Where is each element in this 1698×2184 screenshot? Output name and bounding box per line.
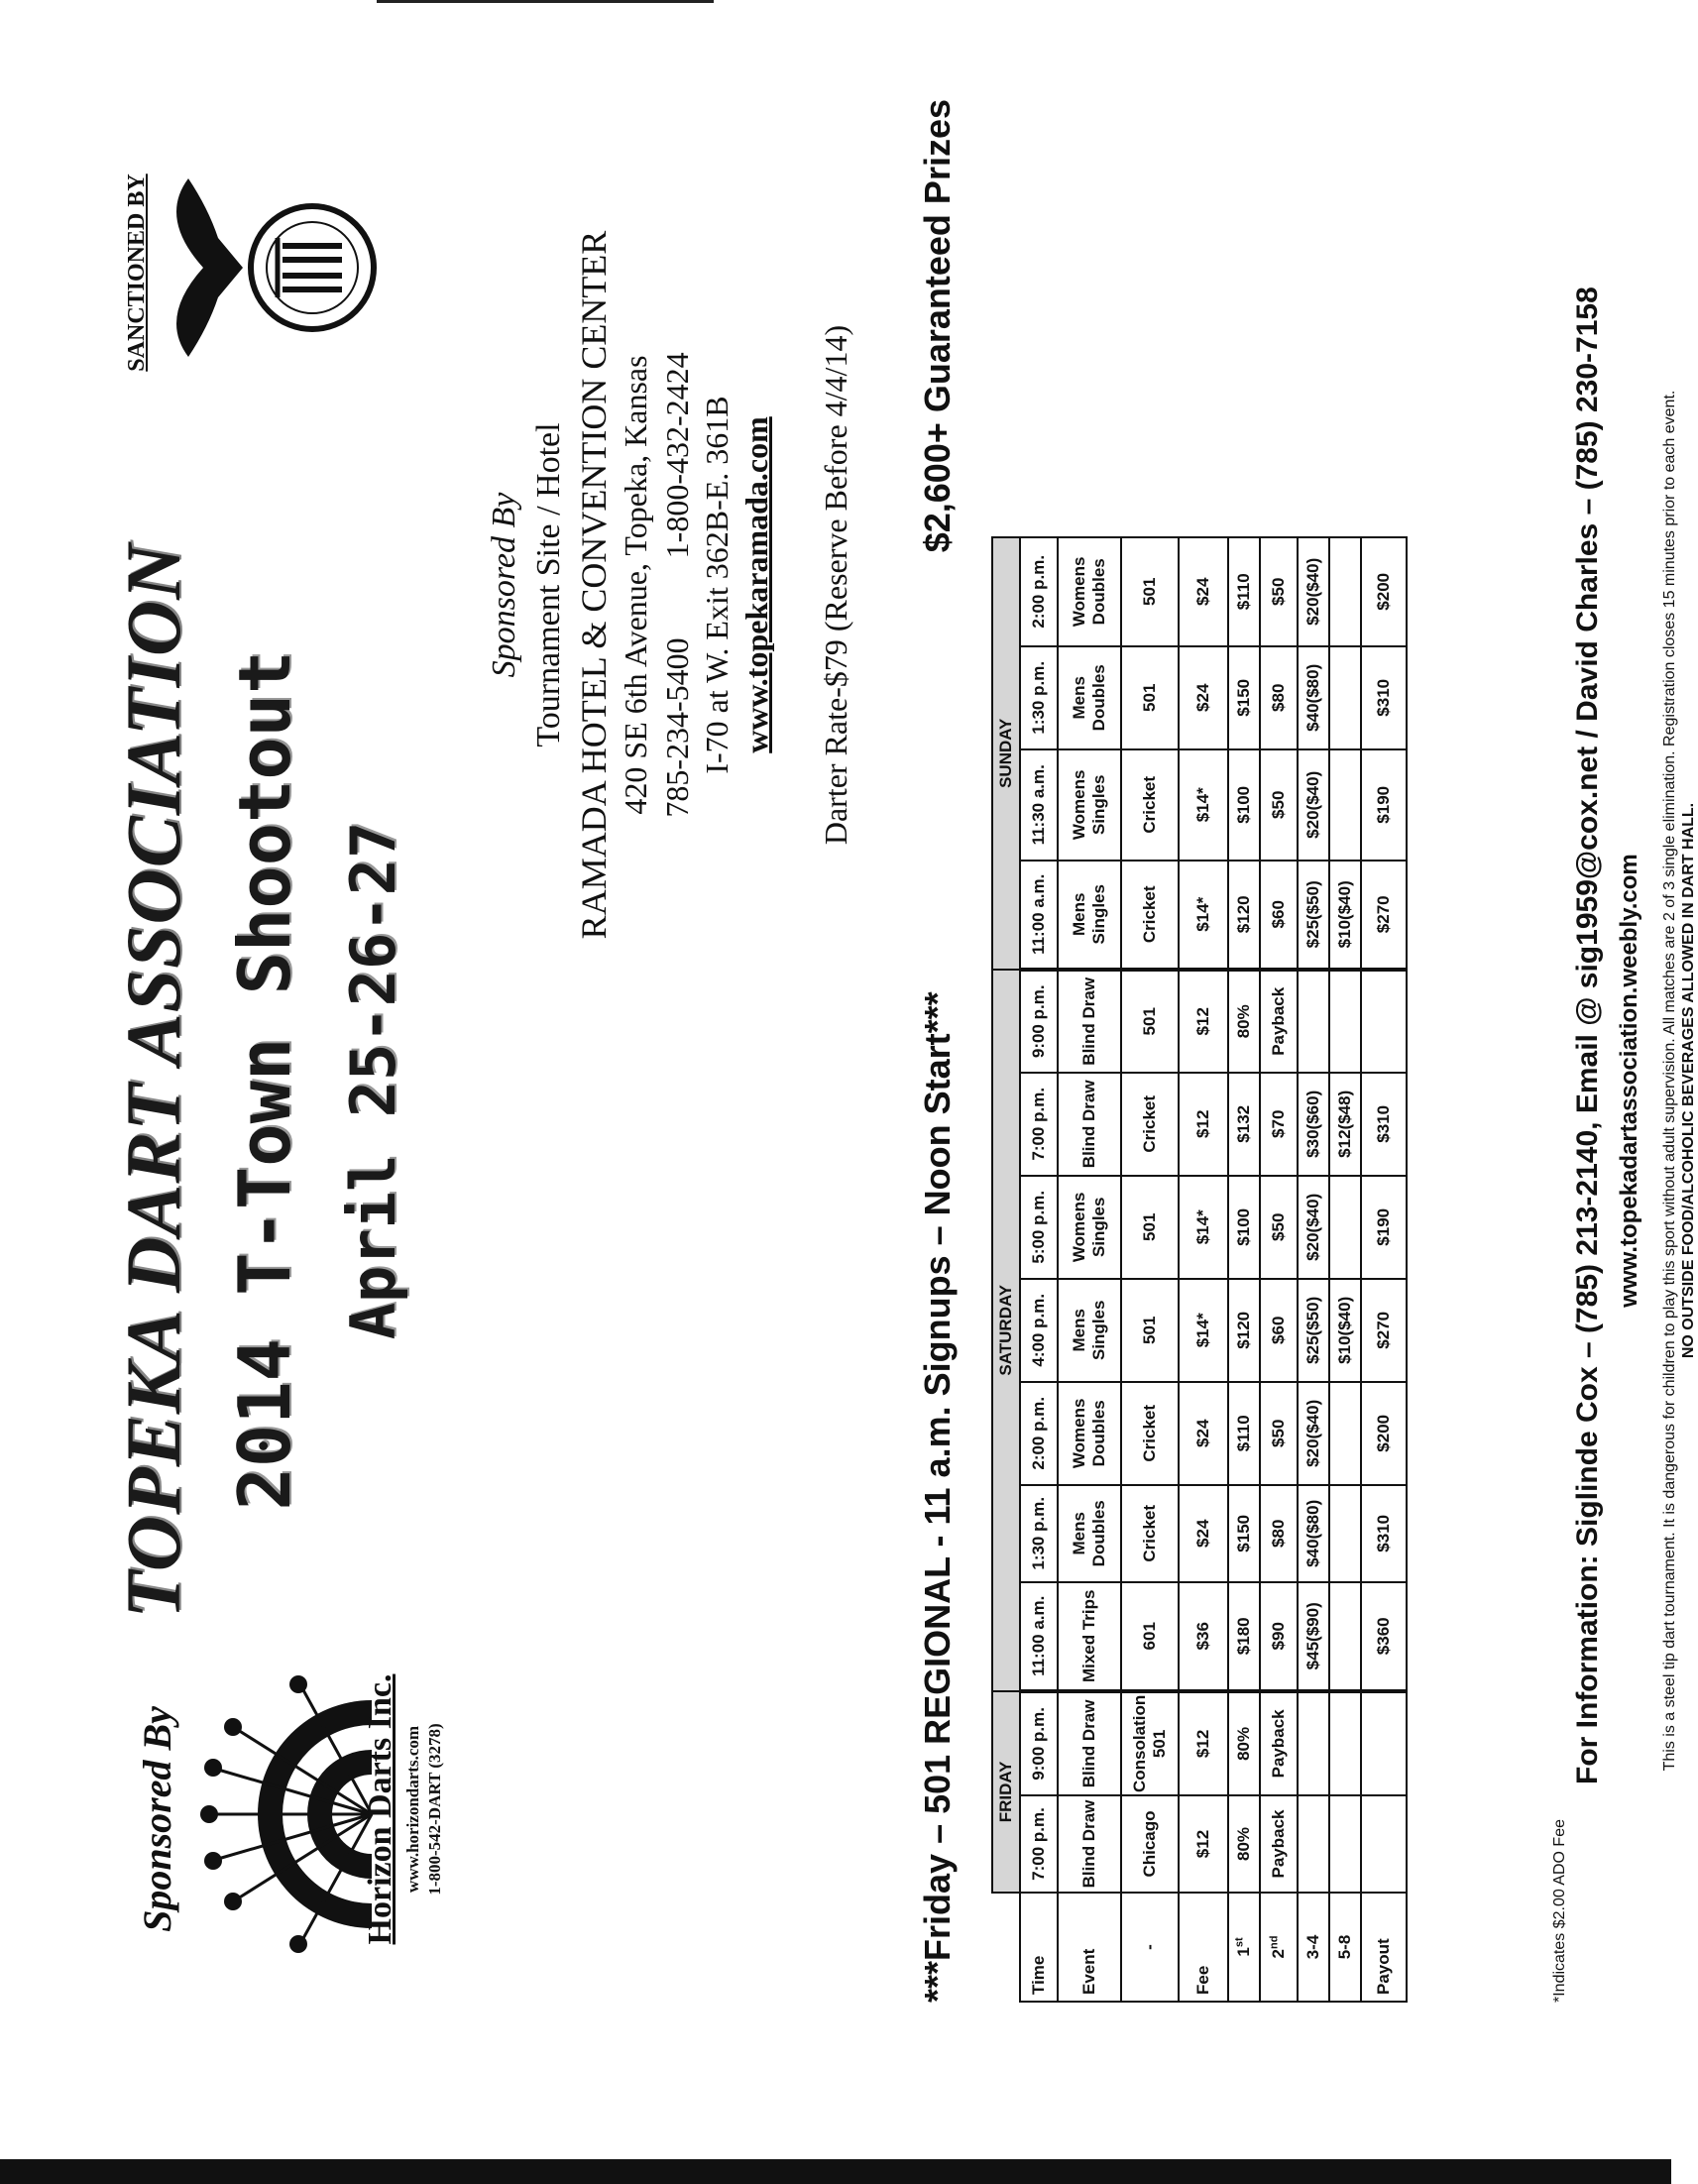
table-cell — [1329, 1176, 1361, 1279]
tournament-site-label: Tournament Site / Hotel — [530, 422, 567, 747]
game-row — [1121, 537, 1179, 2002]
table-cell: $10($40) — [1329, 1279, 1361, 1382]
sponsor-name: Horizon Darts Inc. — [362, 1673, 398, 1945]
table-cell: Womens Doubles — [1058, 537, 1121, 646]
payout-row — [1361, 537, 1407, 2002]
table-cell: 7:00 p.m. — [1020, 1795, 1058, 1893]
table-cell: Mens Doubles — [1058, 646, 1121, 749]
hotel-sponsored-by-label: Sponsored By — [486, 492, 522, 678]
table-cell — [1329, 1485, 1361, 1582]
table-cell: $150 — [1228, 1485, 1260, 1582]
table-cell: 501 — [1121, 1279, 1179, 1382]
table-cell — [1361, 1795, 1407, 1893]
table-cell: 11:00 a.m. — [1020, 1582, 1058, 1691]
table-cell: $100 — [1228, 1176, 1260, 1279]
darter-rate: Darter Rate-$79 (Reserve Before 4/4/14) — [818, 324, 853, 846]
table-cell: $14* — [1179, 861, 1228, 970]
table-cell: Blind Draw — [1058, 1691, 1121, 1795]
table-cell: $70 — [1260, 1073, 1298, 1176]
table-cell: $190 — [1361, 749, 1407, 861]
fifth-eighth-row — [1329, 537, 1361, 2002]
table-cell: $90 — [1260, 1582, 1298, 1691]
table-cell: $132 — [1228, 1073, 1260, 1176]
table-cell: Blind Draw — [1058, 1073, 1121, 1176]
event-dates: April 25-26-27 — [337, 821, 409, 1340]
table-cell — [1329, 1582, 1361, 1691]
row-label-number: 2 — [1269, 1949, 1288, 1959]
table-cell: 11:00 a.m. — [1020, 861, 1058, 970]
table-cell: 80% — [1228, 970, 1260, 1073]
row-label: - — [1121, 1893, 1179, 2002]
table-cell: 501 — [1121, 646, 1179, 749]
table-cell: 4:00 p.m. — [1020, 1279, 1058, 1382]
table-cell: $24 — [1179, 1382, 1228, 1485]
table-cell: Payback — [1260, 970, 1298, 1073]
table-cell: 5:00 p.m. — [1020, 1176, 1058, 1279]
ado-fee-note: *Indicates $2.00 ADO Fee — [1551, 1819, 1568, 2003]
association-title: TOPEKA DART ASSOCIATION — [110, 542, 196, 1619]
row-label: Fee — [1179, 1893, 1228, 2002]
regional-banner: ***Friday – 501 REGIONAL - 11 a.m. Signups – Noon Start*** — [917, 991, 958, 2003]
table-cell: 1:30 p.m. — [1020, 1485, 1058, 1582]
sponsor-website: www.horizondarts.com — [403, 1725, 422, 1894]
table-cell: $50 — [1260, 1176, 1298, 1279]
table-cell: 80% — [1228, 1691, 1260, 1795]
table-cell: $60 — [1260, 861, 1298, 970]
sponsor-phone: 1-800-542-DART (3278) — [425, 1723, 444, 1896]
table-cell: $270 — [1361, 1279, 1407, 1382]
table-cell: Mens Singles — [1058, 861, 1121, 970]
table-cell: $12($48) — [1329, 1073, 1361, 1176]
table-cell: $25($50) — [1298, 1279, 1329, 1382]
table-cell: Mens Singles — [1058, 1279, 1121, 1382]
day-header: SUNDAY — [992, 537, 1020, 970]
hotel-phones: 785-234-5400 1-800-432-2424 — [659, 352, 695, 818]
guaranteed-prizes: $2,600+ Guaranteed Prizes — [917, 99, 958, 553]
time-row — [1020, 537, 1058, 2002]
day-header: SATURDAY — [992, 970, 1020, 1691]
table-cell: Womens Singles — [1058, 1176, 1121, 1279]
table-cell: $12 — [1179, 1795, 1228, 1893]
ado-eagle-logo-icon — [149, 159, 382, 377]
row-label — [1260, 1893, 1298, 2002]
table-cell — [1329, 1382, 1361, 1485]
table-cell — [1329, 1691, 1361, 1795]
table-cell: 501 — [1121, 1176, 1179, 1279]
table-cell: 80% — [1228, 1795, 1260, 1893]
table-cell: Cricket — [1121, 1485, 1179, 1582]
table-cell: $25($50) — [1298, 861, 1329, 970]
table-cell: Blind Draw — [1058, 1795, 1121, 1893]
table-cell: $10($40) — [1329, 861, 1361, 970]
table-cell: $14* — [1179, 749, 1228, 861]
table-cell: $50 — [1260, 537, 1298, 646]
table-cell: $20($40) — [1298, 749, 1329, 861]
table-cell: $310 — [1361, 1485, 1407, 1582]
table-cell: $200 — [1361, 1382, 1407, 1485]
row-label: Event — [1058, 1893, 1121, 2002]
association-website-link[interactable]: www.topekadartassociation.weebly.com — [1616, 854, 1642, 1308]
hotel-exit-directions: I-70 at W. Exit 362B-E. 361B — [699, 396, 735, 774]
table-cell: Consolation 501 — [1121, 1691, 1179, 1795]
event-title: 2014 T-Town Shootout — [223, 650, 306, 1511]
table-cell — [1329, 537, 1361, 646]
table-cell: Payback — [1260, 1691, 1298, 1795]
table-cell: Cricket — [1121, 749, 1179, 861]
contact-information: For Information: Siglinde Cox – (785) 213-2140, Email @ sig1959@cox.net / David Charles – (785) 230-7158 — [1571, 287, 1604, 1784]
table-cell: $20($40) — [1298, 1176, 1329, 1279]
third-fourth-row — [1298, 537, 1329, 2002]
table-cell: $110 — [1228, 537, 1260, 646]
row-label: Time — [1020, 1893, 1058, 2002]
table-cell: $12 — [1179, 1073, 1228, 1176]
table-cell: $50 — [1260, 1382, 1298, 1485]
hotel-address: 420 SE 6th Avenue, Topeka, Kansas — [618, 355, 653, 815]
table-cell: $45($90) — [1298, 1582, 1329, 1691]
table-cell: $14* — [1179, 1176, 1228, 1279]
table-cell — [1329, 749, 1361, 861]
table-cell — [1361, 970, 1407, 1073]
table-cell — [1298, 970, 1329, 1073]
table-cell: 2:00 p.m. — [1020, 537, 1058, 646]
fee-row — [1179, 537, 1228, 2002]
row-label: Payout — [1361, 1893, 1407, 2002]
table-cell: $120 — [1228, 1279, 1260, 1382]
second-place-row — [1260, 537, 1298, 2002]
table-cell: $20($40) — [1298, 1382, 1329, 1485]
table-cell: $80 — [1260, 646, 1298, 749]
table-cell: $30($60) — [1298, 1073, 1329, 1176]
table-cell: 9:00 p.m. — [1020, 1691, 1058, 1795]
row-label: 5-8 — [1329, 1893, 1361, 2002]
scan-top-edge — [377, 0, 714, 3]
table-cell: $310 — [1361, 646, 1407, 749]
table-cell: $50 — [1260, 749, 1298, 861]
table-cell: 2:00 p.m. — [1020, 1382, 1058, 1485]
table-cell: $20($40) — [1298, 537, 1329, 646]
table-cell: $12 — [1179, 970, 1228, 1073]
table-cell: Chicago — [1121, 1795, 1179, 1893]
schedule-table-wrapper — [991, 536, 1408, 2003]
table-cell: Mens Doubles — [1058, 1485, 1121, 1582]
table-cell — [1329, 1795, 1361, 1893]
beverage-notice: NO OUTSIDE FOOD/ALCOHOLIC BEVERAGES ALLOWED IN DART HALL. — [1680, 802, 1697, 1359]
table-cell: $110 — [1228, 1382, 1260, 1485]
table-cell: Womens Singles — [1058, 749, 1121, 861]
table-cell: Blind Draw — [1058, 970, 1121, 1073]
table-cell: $40($80) — [1298, 646, 1329, 749]
table-cell — [1329, 646, 1361, 749]
row-label-suffix: nd — [1268, 1935, 1281, 1949]
table-cell: $310 — [1361, 1073, 1407, 1176]
day-header: FRIDAY — [992, 1691, 1020, 1893]
table-cell — [1298, 1795, 1329, 1893]
row-label-number: 1 — [1234, 1947, 1253, 1957]
hotel-website-link[interactable]: www.topekaramada.com — [738, 416, 774, 753]
sponsored-by-label: Sponsored By — [135, 1706, 179, 1932]
hotel-name: RAMADA HOTEL & CONVENTION CENTER — [574, 230, 614, 940]
table-cell: 9:00 p.m. — [1020, 970, 1058, 1073]
table-cell: 7:00 p.m. — [1020, 1073, 1058, 1176]
table-cell — [1329, 970, 1361, 1073]
table-cell — [1298, 1691, 1329, 1795]
table-cell: $12 — [1179, 1691, 1228, 1795]
table-cell: $80 — [1260, 1485, 1298, 1582]
table-cell: $270 — [1361, 861, 1407, 970]
day-header-row — [992, 537, 1020, 2002]
table-cell: $24 — [1179, 1485, 1228, 1582]
table-cell: 501 — [1121, 970, 1179, 1073]
table-cell: $24 — [1179, 537, 1228, 646]
table-cell: $36 — [1179, 1582, 1228, 1691]
table-cell: 501 — [1121, 537, 1179, 646]
table-cell: Womens Doubles — [1058, 1382, 1121, 1485]
row-label: 3-4 — [1298, 1893, 1329, 2002]
table-cell: Cricket — [1121, 861, 1179, 970]
sanctioned-by-label: SANCTIONED BY — [124, 173, 150, 372]
flyer-sheet — [25, 20, 1697, 2141]
table-cell: $120 — [1228, 861, 1260, 970]
table-cell: $100 — [1228, 749, 1260, 861]
table-cell: $60 — [1260, 1279, 1298, 1382]
disclaimer-text: This is a steel tip dart tournament. It is dangerous for children to play this sport without adult supervision. All matches are 2 of 3 single elimination. Registration closes 15 minutes prior to each event. — [1661, 390, 1678, 1772]
scan-bottom-edge — [0, 2159, 1671, 2184]
table-cell — [1361, 1691, 1407, 1795]
dartboard-logo-icon — [193, 1670, 382, 1958]
schedule-table — [991, 536, 1408, 2003]
row-label — [1228, 1893, 1260, 2002]
row-label-suffix: st — [1233, 1937, 1246, 1948]
table-cell: $24 — [1179, 646, 1228, 749]
table-cell: Payback — [1260, 1795, 1298, 1893]
table-cell: $180 — [1228, 1582, 1260, 1691]
table-cell: 11:30 a.m. — [1020, 749, 1058, 861]
table-cell: $360 — [1361, 1582, 1407, 1691]
table-cell: 1:30 p.m. — [1020, 646, 1058, 749]
table-cell: $200 — [1361, 537, 1407, 646]
table-cell: $190 — [1361, 1176, 1407, 1279]
table-cell: Cricket — [1121, 1382, 1179, 1485]
table-cell: $14* — [1179, 1279, 1228, 1382]
first-place-row — [1228, 537, 1260, 2002]
table-cell: Cricket — [1121, 1073, 1179, 1176]
table-cell: Mixed Trips — [1058, 1582, 1121, 1691]
table-cell: $40($80) — [1298, 1485, 1329, 1582]
table-cell: 601 — [1121, 1582, 1179, 1691]
event-row — [1058, 537, 1121, 2002]
table-cell: $150 — [1228, 646, 1260, 749]
